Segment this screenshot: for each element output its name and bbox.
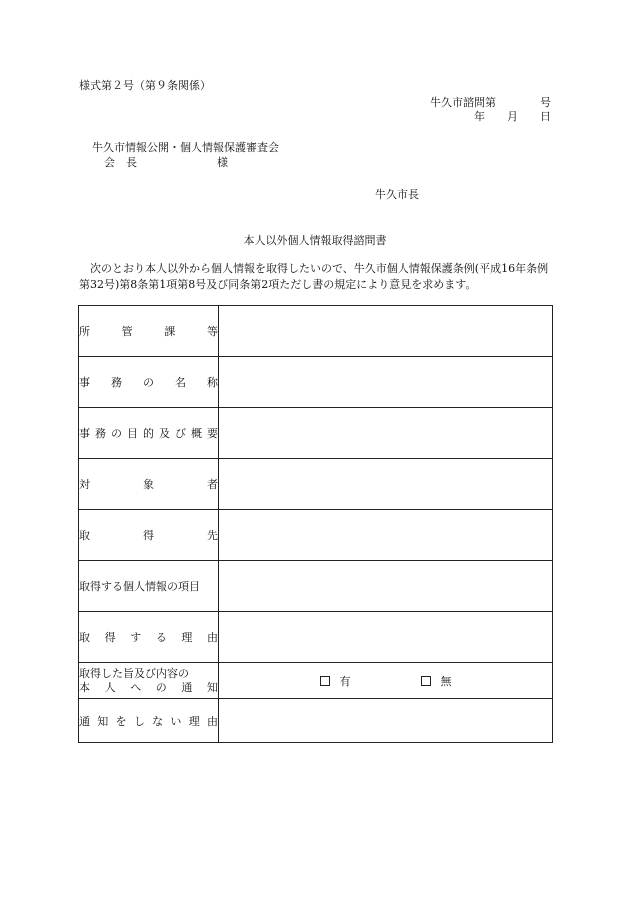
form-number: 様式第２号（第９条関係） xyxy=(79,79,211,92)
label-text xyxy=(79,527,218,543)
label-text xyxy=(79,476,218,492)
table-row xyxy=(79,510,553,561)
row-value[interactable] xyxy=(219,699,553,743)
label-text xyxy=(79,629,218,645)
label-char: 課 xyxy=(164,325,176,338)
table-row xyxy=(79,561,553,612)
option-no[interactable] xyxy=(421,673,452,689)
label-char: 要 xyxy=(207,427,218,440)
row-label xyxy=(79,459,219,510)
date-line: 年 月 日 xyxy=(474,110,551,123)
row-value[interactable] xyxy=(219,459,553,510)
label-char: を xyxy=(115,714,127,728)
row-label xyxy=(79,663,219,699)
label-text-line2 xyxy=(79,681,218,695)
label-char: 概 xyxy=(191,427,202,440)
inquiry-number: 牛久市諮問第 号 xyxy=(430,96,551,109)
label-text: 取得する個人情報の項目 xyxy=(79,580,200,593)
label-char: 知 xyxy=(206,680,218,694)
addressee-chair xyxy=(104,156,228,170)
row-label xyxy=(79,510,219,561)
label-char: 務 xyxy=(111,376,122,389)
option-no-label: 無 xyxy=(440,674,452,688)
label-char: 知 xyxy=(97,714,109,728)
label-char: 称 xyxy=(207,376,218,389)
row-value[interactable] xyxy=(219,306,553,357)
option-yes-label: 有 xyxy=(339,674,351,688)
label-char: い xyxy=(170,714,182,728)
label-char: 通 xyxy=(79,714,90,728)
label-char: 通 xyxy=(181,680,193,694)
label-text-line1: 取得した旨及び内容の xyxy=(79,666,189,680)
label-text xyxy=(79,323,218,339)
label-char: 人 xyxy=(104,680,116,694)
table-row xyxy=(79,459,553,510)
label-char: 象 xyxy=(143,478,154,491)
label-text xyxy=(79,374,218,390)
label-char: へ xyxy=(130,680,142,694)
label-char: 対 xyxy=(79,478,90,491)
row-value[interactable] xyxy=(219,357,553,408)
body-text: 次のとおり本人以外から個人情報を取得したいので、牛久市個人情報保護条例(平成16年条例第32号)第8条第1項第8号及び同条第2項ただし書の規定により意見を求めます。 xyxy=(79,262,549,291)
label-char: 事 xyxy=(79,376,90,389)
label-char: 先 xyxy=(207,529,218,542)
label-char: 由 xyxy=(206,714,218,728)
label-char: し xyxy=(133,714,145,728)
label-char: 得 xyxy=(104,631,116,644)
addressee: 牛久市情報公開・個人情報保護審査会 xyxy=(92,141,279,154)
label-char: 取 xyxy=(79,529,90,542)
label-char: 務 xyxy=(95,427,106,440)
label-char: 者 xyxy=(207,478,218,491)
label-char: 理 xyxy=(181,631,193,644)
label-char: 的 xyxy=(143,427,154,440)
label-char: す xyxy=(130,631,142,644)
label-char: の xyxy=(111,427,122,440)
label-char: 目 xyxy=(127,427,138,440)
label-char: 等 xyxy=(206,325,218,338)
table-row xyxy=(79,699,553,743)
row-label xyxy=(79,699,219,743)
table-row xyxy=(79,408,553,459)
row-value[interactable] xyxy=(219,408,553,459)
label-char: 本 xyxy=(79,680,90,694)
label-char: 及 xyxy=(159,427,170,440)
label-char: 得 xyxy=(143,529,154,542)
label-char: の xyxy=(143,376,154,389)
sender: 牛久市長 xyxy=(375,188,419,201)
row-value[interactable] xyxy=(219,510,553,561)
label-char: の xyxy=(155,680,167,694)
notification-options xyxy=(219,663,553,699)
form-table xyxy=(78,305,553,743)
checkbox-icon[interactable] xyxy=(320,676,330,686)
label-char: 理 xyxy=(188,714,200,728)
row-label xyxy=(79,306,219,357)
document-title: 本人以外個人情報取得諮問書 xyxy=(243,234,387,247)
label-char: な xyxy=(152,714,164,728)
chair-title: 会 長 xyxy=(104,156,137,169)
row-label xyxy=(79,408,219,459)
table-row xyxy=(79,612,553,663)
option-yes[interactable] xyxy=(320,673,351,689)
label-char: 所 xyxy=(79,325,90,338)
label-text xyxy=(79,713,218,729)
label-char: 事 xyxy=(79,427,90,440)
row-value[interactable] xyxy=(219,561,553,612)
label-char: る xyxy=(155,631,167,644)
table-row xyxy=(79,306,553,357)
table-row xyxy=(79,663,553,699)
label-char: 取 xyxy=(79,631,90,644)
label-text xyxy=(79,425,218,441)
row-label xyxy=(79,561,219,612)
checkbox-icon[interactable] xyxy=(421,676,431,686)
label-char: び xyxy=(175,427,186,440)
honorific: 様 xyxy=(217,156,228,169)
row-label xyxy=(79,357,219,408)
label-char: 名 xyxy=(175,376,186,389)
row-value[interactable] xyxy=(219,612,553,663)
label-char: 由 xyxy=(206,631,218,644)
label-char: 管 xyxy=(121,325,133,338)
row-label xyxy=(79,612,219,663)
table-row xyxy=(79,357,553,408)
